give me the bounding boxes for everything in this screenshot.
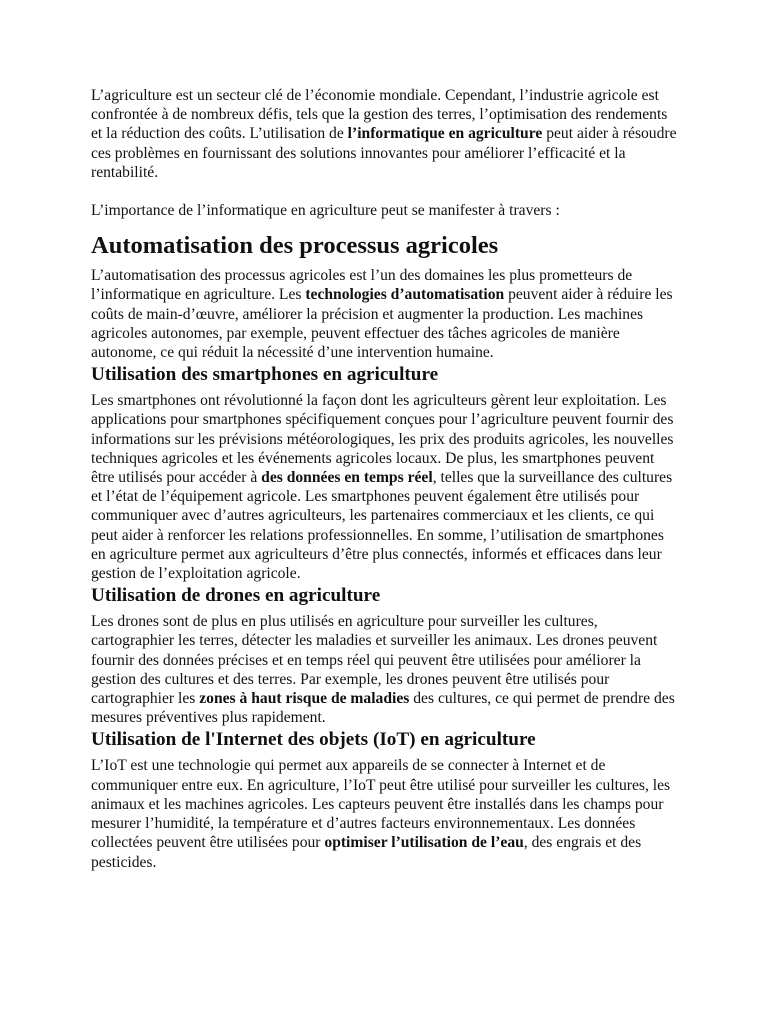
- section-heading: Utilisation de drones en agriculture: [91, 585, 381, 607]
- section-text-1: L’automatisation des processus agricoles est l’un des domaines les plus prometteurs de l’informatique en agriculture. Les: [91, 267, 633, 304]
- section-paragraph: [91, 391, 681, 583]
- section-text-2: des cultures, ce qui permet de prendre des mesures préventives plus rapidement.: [91, 690, 675, 727]
- section-bold-term: des données en temps réel: [261, 469, 433, 487]
- section-paragraph: [91, 266, 681, 362]
- section-smartphones: [91, 364, 681, 583]
- section-heading: Automatisation des processus agricoles: [91, 232, 499, 260]
- section-text-2: , telles que la surveillance des cultures et l’état de l’équipement agricole. Les smartphones peuvent également être utilisés pour communiquer avec d’autres agriculteurs, les partenaires commerciaux et les clients, ce qui peut aider à renforcer les relations professionnelles. En somme, l’utilisation de smartphones en agriculture permet aux agriculteurs d’être plus connectés, informés et efficaces dans leur gestion de l’exploitation agricole.: [91, 469, 673, 583]
- section-automation: [91, 232, 681, 362]
- section-paragraph: [91, 612, 681, 727]
- section-text-1: Les drones sont de plus en plus utilisés en agriculture pour surveiller les cultures, cartographier les terres, détecter les maladies et surveiller les animaux. Les drones peuvent fournir des données précises et en temps réel qui peuvent être utilisées pour améliorer la gestion des cultures et des terres. Par exemple, les drones peuvent être utilisés pour cartographier les: [91, 613, 658, 708]
- lead-paragraph: L’importance de l’informatique en agriculture peut se manifester à travers :: [91, 202, 560, 220]
- section-drones: [91, 585, 681, 727]
- section-text-2: , des engrais et des pesticides.: [91, 834, 642, 871]
- intro-bold-term: l’informatique en agriculture: [347, 125, 543, 143]
- intro-paragraph: [91, 86, 681, 182]
- section-text-2: peuvent aider à réduire les coûts de main-d’œuvre, améliorer la précision et augmenter la production. Les machines agricoles autonomes, par exemple, peuvent effectuer des tâches agricoles de manière autonome, ce qui réduit la nécessité d’une intervention humaine.: [91, 286, 673, 362]
- section-heading: Utilisation des smartphones en agriculture: [91, 364, 439, 386]
- document-page: [91, 86, 681, 874]
- section-bold-term: optimiser l’utilisation de l’eau: [324, 834, 524, 852]
- intro-text-1: L’agriculture est un secteur clé de l’économie mondiale. Cependant, l’industrie agricole est confrontée à de nombreux défis, tels que la gestion des terres, l’optimisation des rendements et la réduction des coûts. L’utilisation de: [91, 87, 668, 143]
- intro-text-2: peut aider à résoudre ces problèmes en fournissant des solutions innovantes pour améliorer l’efficacité et la rentabilité.: [91, 125, 677, 181]
- section-heading: Utilisation de l'Internet des objets (IoT) en agriculture: [91, 729, 536, 751]
- section-text-1: Les smartphones ont révolutionné la façon dont les agriculteurs gèrent leur exploitation. Les applications pour smartphones spécifiquement conçues pour l’agriculture peuvent fournir des informations sur les prévisions météorologiques, les prix des produits agricoles, les nouvelles techniques agricoles et les événements agricoles locaux. De plus, les smartphones peuvent être utilisés pour accéder à: [91, 392, 674, 487]
- section-paragraph: [91, 756, 681, 871]
- section-bold-term: zones à haut risque de maladies: [199, 690, 410, 708]
- section-iot: [91, 729, 681, 871]
- section-text-1: L’IoT est une technologie qui permet aux appareils de se connecter à Internet et de communiquer entre eux. En agriculture, l’IoT peut être utilisé pour surveiller les cultures, les animaux et les machines agricoles. Les capteurs peuvent être installés dans les champs pour mesurer l’humidité, la température et d’autres facteurs environnementaux. Les données collectées peuvent être utilisées pour: [91, 757, 671, 852]
- section-bold-term: technologies d’automatisation: [305, 286, 505, 304]
